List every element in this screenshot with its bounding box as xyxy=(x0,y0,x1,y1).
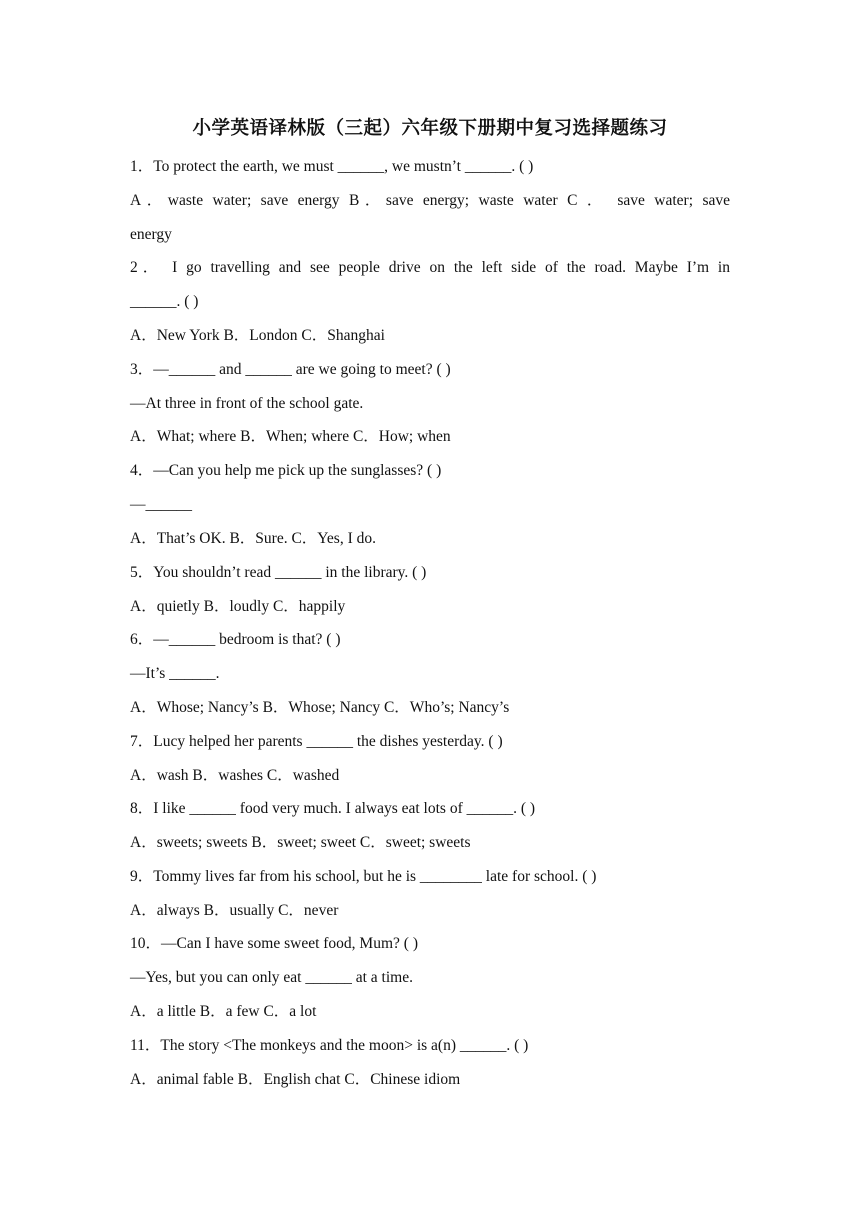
question-3-answer-line: —At three in front of the school gate. xyxy=(130,395,364,412)
question-4-options: A．That’s OK. B．Sure. C．Yes, I do. xyxy=(130,530,377,547)
question-8-options: A．sweets; sweets B．sweet; sweet C．sweet; sweets xyxy=(130,834,471,851)
question-9: 9．Tommy lives far from his school, but he is ________ late for school. ( ) xyxy=(130,868,597,885)
question-3-options: A．What; where B．When; where C．How; when xyxy=(130,428,451,445)
question-4: 4．—Can you help me pick up the sunglasses? ( ) xyxy=(130,462,442,479)
question-4-answer-line: —______ xyxy=(130,496,192,513)
question-6: 6．—______ bedroom is that? ( ) xyxy=(130,631,341,648)
question-3: 3．—______ and ______ are we going to meet? ( ) xyxy=(130,361,451,378)
question-1-options: A．waste water; save energy B．save energy; waste water C ． save water; save xyxy=(130,192,730,209)
question-1: 1．To protect the earth, we must ______, we mustn’t ______. ( ) xyxy=(130,158,534,175)
question-10-options: A．a little B．a few C．a lot xyxy=(130,1003,317,1020)
question-1-options-continued: energy xyxy=(130,226,172,243)
page-title: 小学英语译林版（三起）六年级下册期中复习选择题练习 xyxy=(192,118,668,139)
question-2: 2． I go travelling and see people drive on the left side of the road. Maybe I’m in xyxy=(130,259,730,276)
question-11: 11．The story <The monkeys and the moon> is a(n) ______. ( ) xyxy=(130,1037,529,1054)
question-5-options: A．quietly B．loudly C．happily xyxy=(130,598,346,615)
question-8: 8．I like ______ food very much. I always eat lots of ______. ( ) xyxy=(130,800,536,817)
question-5: 5．You shouldn’t read ______ in the library. ( ) xyxy=(130,564,427,581)
question-10: 10．—Can I have some sweet food, Mum? ( ) xyxy=(130,935,418,952)
question-6-options: A．Whose; Nancy’s B．Whose; Nancy C．Who’s; Nancy’s xyxy=(130,699,510,716)
question-7: 7．Lucy helped her parents ______ the dishes yesterday. ( ) xyxy=(130,733,503,750)
question-2-continued: ______. ( ) xyxy=(130,293,199,310)
question-7-options: A．wash B．washes C．washed xyxy=(130,767,340,784)
question-10-answer-line: —Yes, but you can only eat ______ at a time. xyxy=(130,969,413,986)
question-6-answer-line: —It’s ______. xyxy=(130,665,220,682)
question-11-options: A．animal fable B．English chat C．Chinese idiom xyxy=(130,1071,461,1088)
question-2-options: A．New York B．London C．Shanghai xyxy=(130,327,385,344)
question-9-options: A．always B．usually C．never xyxy=(130,902,339,919)
